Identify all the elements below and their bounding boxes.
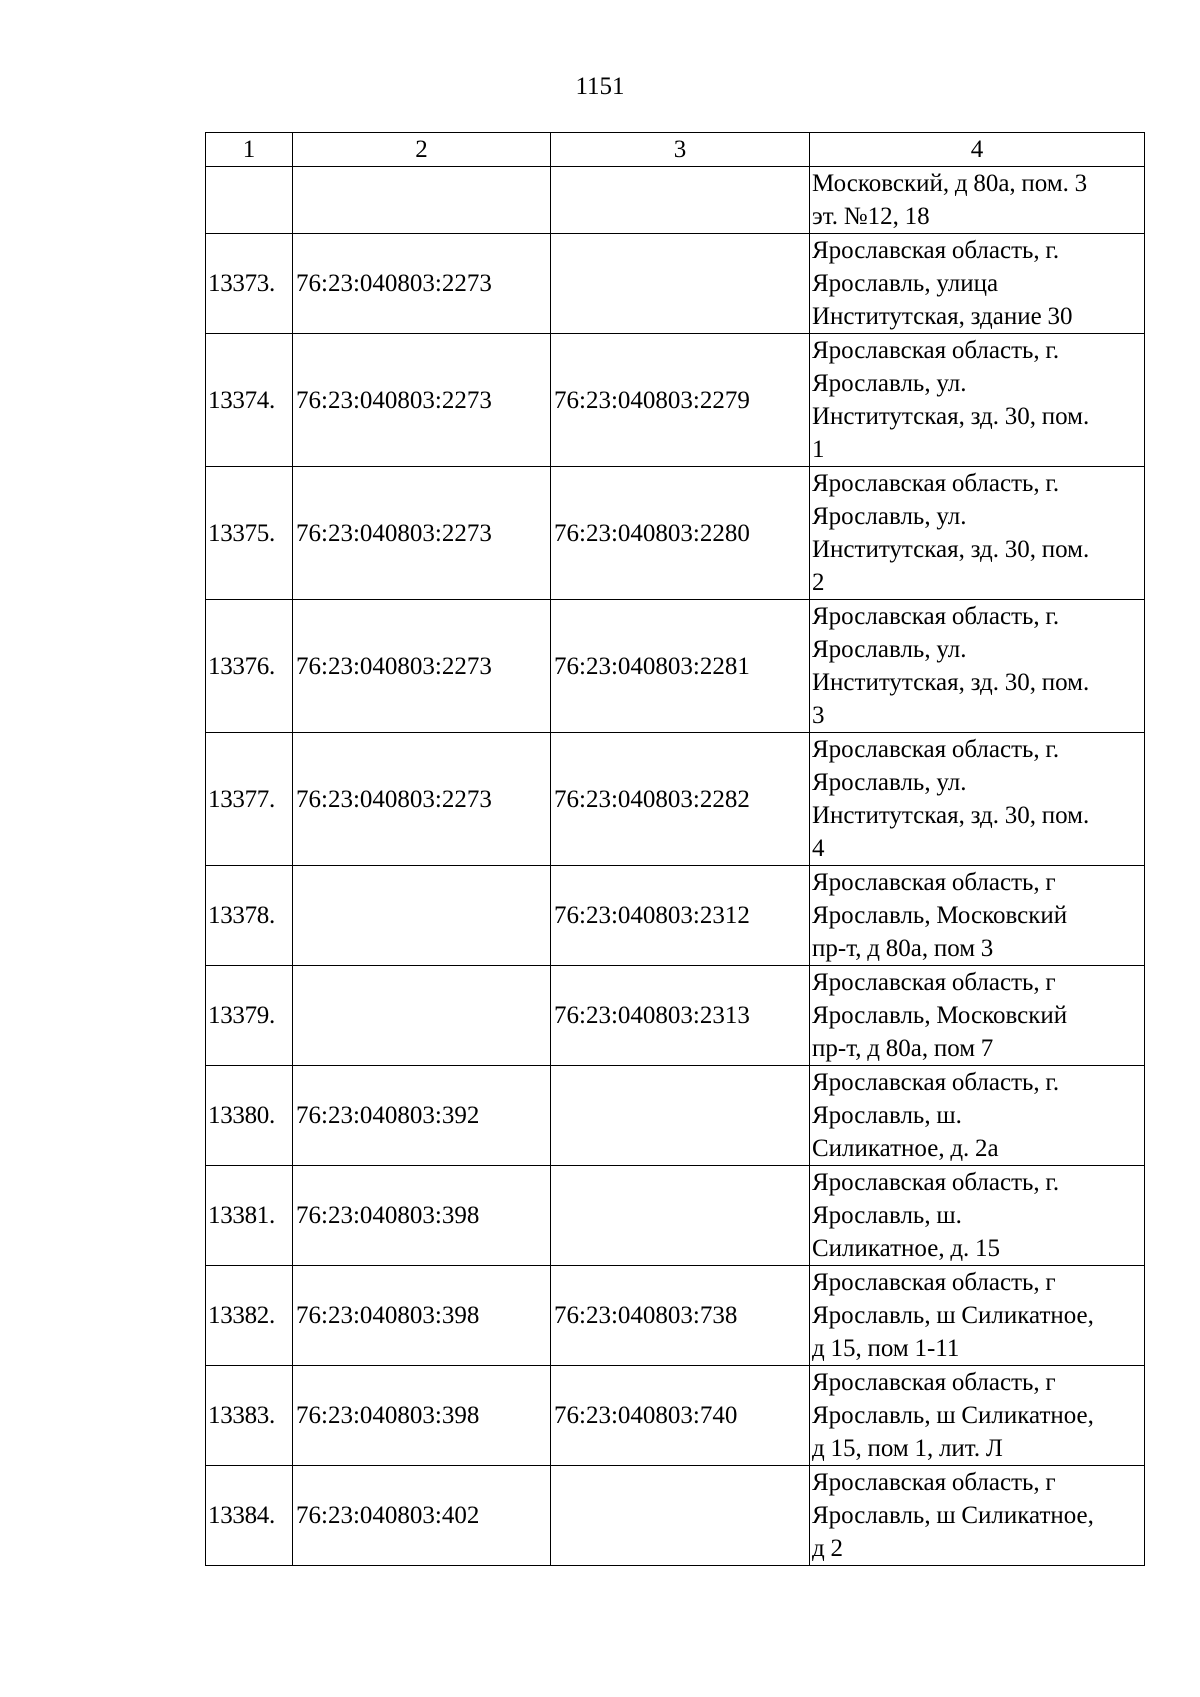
- address-cell: Ярославская область, г. Ярославль, ш. Силикатное, д. 2а: [810, 1066, 1145, 1166]
- address-cell: Ярославская область, г Ярославль, Московский пр-т, д 80а, пом 3: [810, 866, 1145, 966]
- object-cadastral-number: [551, 234, 810, 334]
- object-cadastral-number: 76:23:040803:2313: [551, 966, 810, 1066]
- column-header-object: 3: [551, 133, 810, 167]
- table-row: [206, 334, 1145, 467]
- parcel-cadastral-number: [293, 866, 551, 966]
- row-number: 13375.: [206, 467, 293, 600]
- object-cadastral-number: [551, 1166, 810, 1266]
- parcel-cadastral-number: 76:23:040803:2273: [293, 733, 551, 866]
- address-cell: Ярославская область, г. Ярославль, ул. Институтская, зд. 30, пом. 2: [810, 467, 1145, 600]
- header-row: [206, 133, 1145, 167]
- table-row: [206, 1166, 1145, 1266]
- table-row: [206, 1366, 1145, 1466]
- table-row: [206, 1466, 1145, 1566]
- row-number: 13378.: [206, 866, 293, 966]
- object-cadastral-number: 76:23:040803:2281: [551, 600, 810, 733]
- column-header-address: 4: [810, 133, 1145, 167]
- row-number: 13383.: [206, 1366, 293, 1466]
- column-header-number: 1: [206, 133, 293, 167]
- parcel-cadastral-number: 76:23:040803:2273: [293, 334, 551, 467]
- address-cell: Ярославская область, г. Ярославль, улица Институтская, здание 30: [810, 234, 1145, 334]
- address-cell: Ярославская область, г. Ярославль, ул. Институтская, зд. 30, пом. 3: [810, 600, 1145, 733]
- row-number: 13377.: [206, 733, 293, 866]
- registry-table: [205, 132, 1145, 1566]
- address-cell: Ярославская область, г Ярославль, ш Силикатное, д 15, пом 1, лит. Л: [810, 1366, 1145, 1466]
- row-number: 13379.: [206, 966, 293, 1066]
- parcel-cadastral-number: 76:23:040803:2273: [293, 234, 551, 334]
- column-header-parcel: 2: [293, 133, 551, 167]
- row-number: 13381.: [206, 1166, 293, 1266]
- address-cell: Ярославская область, г Ярославль, Московский пр-т, д 80а, пом 7: [810, 966, 1145, 1066]
- row-number: 13380.: [206, 1066, 293, 1166]
- object-cadastral-number: 76:23:040803:2282: [551, 733, 810, 866]
- row-number: 13384.: [206, 1466, 293, 1566]
- address-cell: Ярославская область, г. Ярославль, ш. Силикатное, д. 15: [810, 1166, 1145, 1266]
- table-row: [206, 600, 1145, 733]
- address-cell: Ярославская область, г. Ярославль, ул. Институтская, зд. 30, пом. 4: [810, 733, 1145, 866]
- parcel-cadastral-number: 76:23:040803:392: [293, 1066, 551, 1166]
- object-cadastral-number: [551, 1466, 810, 1566]
- address-cell: Ярославская область, г. Ярославль, ул. Институтская, зд. 30, пом. 1: [810, 334, 1145, 467]
- object-cadastral-number: [551, 167, 810, 234]
- object-cadastral-number: 76:23:040803:2312: [551, 866, 810, 966]
- table-row: [206, 966, 1145, 1066]
- object-cadastral-number: 76:23:040803:2279: [551, 334, 810, 467]
- table-row: [206, 1066, 1145, 1166]
- parcel-cadastral-number: 76:23:040803:402: [293, 1466, 551, 1566]
- table-row: [206, 733, 1145, 866]
- parcel-cadastral-number: [293, 966, 551, 1066]
- parcel-cadastral-number: 76:23:040803:2273: [293, 467, 551, 600]
- parcel-cadastral-number: 76:23:040803:398: [293, 1166, 551, 1266]
- table-row: [206, 167, 1145, 234]
- table-row: [206, 1266, 1145, 1366]
- table-row: [206, 234, 1145, 334]
- row-number: [206, 167, 293, 234]
- parcel-cadastral-number: 76:23:040803:2273: [293, 600, 551, 733]
- parcel-cadastral-number: 76:23:040803:398: [293, 1266, 551, 1366]
- parcel-cadastral-number: 76:23:040803:398: [293, 1366, 551, 1466]
- row-number: 13374.: [206, 334, 293, 467]
- table-row: [206, 866, 1145, 966]
- table-row: [206, 467, 1145, 600]
- address-cell: Московский, д 80а, пом. 3 эт. №12, 18: [810, 167, 1145, 234]
- address-cell: Ярославская область, г Ярославль, ш Силикатное, д 2: [810, 1466, 1145, 1566]
- object-cadastral-number: 76:23:040803:738: [551, 1266, 810, 1366]
- row-number: 13376.: [206, 600, 293, 733]
- parcel-cadastral-number: [293, 167, 551, 234]
- row-number: 13373.: [206, 234, 293, 334]
- object-cadastral-number: 76:23:040803:2280: [551, 467, 810, 600]
- object-cadastral-number: [551, 1066, 810, 1166]
- address-cell: Ярославская область, г Ярославль, ш Силикатное, д 15, пом 1-11: [810, 1266, 1145, 1366]
- object-cadastral-number: 76:23:040803:740: [551, 1366, 810, 1466]
- row-number: 13382.: [206, 1266, 293, 1366]
- page-number: 1151: [575, 73, 625, 100]
